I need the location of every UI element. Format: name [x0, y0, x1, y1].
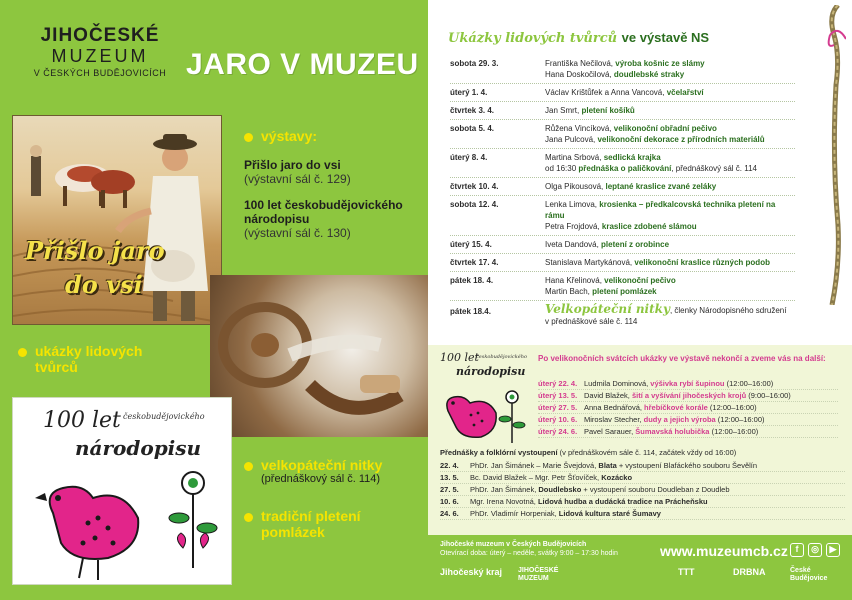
event-topic: včelařství: [666, 88, 704, 97]
lecture-topic: Lidová hudba a dudácká tradice na Prácheňsku: [537, 497, 708, 506]
event-topic: doudlebské straky: [613, 70, 685, 79]
lecture-date: 13. 5.: [440, 473, 459, 482]
after-date: úterý 22. 4.: [538, 379, 578, 388]
sponsor-ceske-budejovice[interactable]: České Budějovice: [790, 567, 828, 582]
event-topic: sedlická krajka: [603, 153, 661, 162]
event-topic: velikonoční kraslice různých podob: [634, 258, 770, 267]
right-heading-rest: ve výstavě NS: [621, 30, 710, 45]
lecture-speaker: PhDr. Vladimír Horpeniak,: [470, 509, 559, 518]
event-date: pátek 18. 4.: [450, 276, 494, 285]
card-100-let: 100 let: [43, 408, 121, 433]
event-person: Olga Pikousová,: [545, 182, 606, 191]
after-row[interactable]: [538, 402, 838, 414]
after-person: Anna Bednářová,: [584, 403, 645, 412]
event-row[interactable]: [450, 196, 795, 236]
sponsor-museum-logo[interactable]: JIHOČESKÉ MUZEUM: [518, 567, 559, 582]
lecture-topic: Kozácko: [601, 473, 633, 482]
exhibition-title: 100 let českobudějovického: [244, 198, 403, 212]
after-row[interactable]: [538, 426, 838, 438]
website-link[interactable]: www.muzeumcb.cz: [660, 543, 788, 559]
after-date: úterý 27. 5.: [538, 403, 578, 412]
demos-label-2: tvůrců: [35, 359, 78, 375]
exhibitions-section: [244, 128, 424, 240]
event-person: Petra Frojdová,: [545, 222, 602, 231]
event-time: od 16:30: [545, 164, 579, 173]
logo-line2: MUZEUM: [51, 46, 149, 66]
event-topic: velikonoční obřadní pečivo: [613, 124, 717, 133]
sponsor-ttt[interactable]: TTT: [678, 567, 695, 577]
after-person: David Blažek,: [584, 391, 632, 400]
after-person: Pavel Sarauer,: [584, 427, 636, 436]
exhibition-title: Přišlo jaro do vsi: [244, 158, 341, 172]
event-row[interactable]: [450, 120, 795, 149]
event-row[interactable]: [450, 272, 795, 301]
event-date: čtvrtek 17. 4.: [450, 258, 499, 267]
lower-section: [428, 345, 852, 535]
sponsor-jihocesky-kraj[interactable]: Jihočeský kraj: [440, 567, 503, 577]
event-topic: pletení pomlázek: [592, 287, 657, 296]
painting-caption-line1: Přišlo jaro: [25, 236, 165, 265]
facebook-icon[interactable]: f: [790, 543, 804, 557]
after-row[interactable]: [538, 414, 838, 426]
event-row[interactable]: [450, 102, 795, 120]
lecture-row[interactable]: [440, 496, 845, 508]
card-small-text: českobudějovického: [123, 412, 205, 421]
bullet-dot: [244, 462, 253, 471]
event-row[interactable]: [450, 149, 795, 178]
after-person: Ludmila Dominová,: [584, 379, 651, 388]
after-time: (12:00–16:00): [707, 403, 757, 412]
after-topic: dudy a jejich výroba: [643, 415, 716, 424]
event-person: Lenka Limova,: [545, 200, 600, 209]
after-time: (12:00–16:00): [724, 379, 774, 388]
folk-bird-icon: [13, 398, 232, 585]
event-topic: velikonoční dekorace z přírodních materiálů: [597, 135, 765, 144]
card-narodopisu: národopisu: [75, 436, 202, 460]
event-topic: pletení košíků: [581, 106, 635, 115]
event-person: Hana Doskočilová,: [545, 70, 614, 79]
after-topic: Šumavská holubička: [635, 427, 710, 436]
after-easter-text: Po velikonočních svátcích ukázky ve výstavě nekončí a zveme vás na další:: [538, 354, 826, 363]
pleteni-bullet: [244, 508, 424, 540]
lectures-heading-rest: (v přednáškovém sále č. 114, začátek vždy od 16:00): [557, 448, 737, 457]
nitky-room: (přednáškový sál č. 114): [261, 473, 381, 485]
pleteni-label-2: pomlázek: [261, 524, 325, 540]
event-date: sobota 5. 4.: [450, 124, 495, 133]
event-row-special[interactable]: [450, 301, 795, 330]
lecture-speaker: PhDr. Jan Šimánek,: [470, 485, 539, 494]
lecture-speaker: PhDr. Jan Šimánek – Marie Švejdová,: [470, 461, 599, 470]
painting-caption-line2: do vsi: [65, 270, 143, 299]
lecture-topic: Doudlebsko: [538, 485, 582, 494]
lower-narodopisu: národopisu: [456, 365, 526, 378]
lectures-heading-bold: Přednášky a folklórní vystoupení: [440, 448, 558, 457]
lecture-row[interactable]: [440, 484, 845, 496]
event-person: Hana Křelinová,: [545, 276, 605, 285]
pomlazka-whip-icon: [826, 5, 846, 305]
lecture-speaker: Mgr. Irena Novotná,: [470, 497, 538, 506]
event-date: úterý 15. 4.: [450, 240, 492, 249]
event-person: Václav Krištůfek a Anna Vancová,: [545, 88, 667, 97]
exhibition-room: (výstavní sál č. 129): [244, 172, 351, 186]
event-row[interactable]: [450, 55, 795, 84]
event-date: pátek 18.4.: [450, 307, 491, 316]
100-years-card: [12, 397, 232, 585]
bullet-dot: [244, 133, 253, 142]
special-rest: , členky Národopisného sdružení: [669, 306, 787, 315]
after-person: Miroslav Stecher,: [584, 415, 644, 424]
event-row[interactable]: [450, 254, 795, 272]
sponsor-drbna[interactable]: DRBNA: [733, 567, 766, 577]
footer-opening-hours: Otevírací doba: úterý – neděle, svátky 9:00 – 17:30 hodin: [440, 550, 618, 557]
spinning-wheel-photo: [210, 275, 428, 437]
painting-caption: [25, 234, 165, 302]
lower-small-text: českobudějovického: [476, 354, 527, 360]
right-heading-italic: Ukázky lidových tvůrců: [448, 31, 618, 46]
event-date: sobota 29. 3.: [450, 59, 499, 68]
lecture-date: 27. 5.: [440, 485, 459, 494]
after-time: (12:00–16:00): [709, 427, 759, 436]
youtube-icon[interactable]: ▶: [826, 543, 840, 557]
after-topic: šití a vyšívání jihočeských krojů: [631, 391, 747, 400]
event-topic: přednáška o paličkování: [578, 164, 672, 173]
instagram-icon[interactable]: ◎: [808, 543, 822, 557]
lecture-date: 24. 6.: [440, 509, 459, 518]
nitky-title: velkopáteční nitky: [261, 457, 383, 473]
footer-museum-name: Jihočeské muzeum v Českých Budějovicích: [440, 541, 587, 548]
event-date: úterý 8. 4.: [450, 153, 488, 162]
spinning-wheel-art: [210, 275, 428, 437]
event-row[interactable]: [450, 236, 795, 254]
event-topic: leptané kraslice zvané zeláky: [605, 182, 717, 191]
exhibition-item[interactable]: [244, 158, 424, 186]
event-row[interactable]: [450, 178, 795, 196]
lecture-extra: + vystoupení souboru Doudleban z Doudleb: [581, 485, 730, 494]
event-date: úterý 1. 4.: [450, 88, 488, 97]
special-title: Velkopáteční nitky: [545, 302, 670, 316]
bullet-dot: [244, 513, 253, 522]
after-row[interactable]: [538, 390, 838, 402]
event-date: čtvrtek 10. 4.: [450, 182, 499, 191]
event-person: Růžena Vincíková,: [545, 124, 614, 133]
exhibition-item[interactable]: [244, 198, 424, 240]
event-person: Františka Nečilová,: [545, 59, 616, 68]
event-person: Jana Pulcová,: [545, 135, 598, 144]
event-topic: pletení z orobince: [601, 240, 670, 249]
bullet-dot: [18, 348, 27, 357]
event-person: Martin Bach,: [545, 287, 593, 296]
event-room: , přednáškový sál č. 114: [671, 164, 757, 173]
event-topic: kraslice zdobené slámou: [601, 222, 697, 231]
right-panel: [428, 0, 852, 600]
event-topic: velikonoční pečivo: [604, 276, 676, 285]
right-heading: [448, 30, 709, 46]
events-list: [450, 55, 795, 330]
after-date: úterý 10. 6.: [538, 415, 578, 424]
lectures-heading: [440, 448, 736, 457]
footer: [428, 535, 852, 600]
lecture-topic: Lidová kultura staré Šumavy: [558, 509, 661, 518]
event-person: Jan Smrt,: [545, 106, 582, 115]
lecture-row[interactable]: [440, 508, 845, 520]
exhibition-room: (výstavní sál č. 130): [244, 226, 351, 240]
event-topic: výroba košnic ze slámy: [615, 59, 705, 68]
event-date: čtvrtek 3. 4.: [450, 106, 495, 115]
museum-logo[interactable]: [30, 26, 170, 78]
exhibitions-heading: výstavy:: [261, 128, 318, 144]
special-room: v přednáškové sále č. 114: [545, 317, 638, 326]
lecture-row[interactable]: [440, 472, 845, 484]
lecture-topic: Blata: [598, 461, 617, 470]
logo-line1: JIHOČESKÉ: [40, 25, 160, 46]
after-time: (12:00–16:00): [715, 415, 765, 424]
exhibition-title-2: národopisu: [244, 212, 310, 226]
after-time: (9:00–16:00): [746, 391, 791, 400]
lower-100-let: 100 let: [440, 351, 479, 364]
lecture-extra: + vystoupení Blafáckého souboru Ševělín: [616, 461, 758, 470]
after-date: úterý 13. 5.: [538, 391, 578, 400]
event-date: sobota 12. 4.: [450, 200, 499, 209]
event-person: Iveta Dandová,: [545, 240, 602, 249]
demos-bullet: [18, 343, 208, 375]
after-topic: hřebíčkové korále: [644, 403, 708, 412]
event-row[interactable]: [450, 84, 795, 102]
lecture-speaker: Bc. David Blažek – Mgr. Petr Šťovíček,: [470, 473, 602, 482]
after-easter-list: [538, 378, 838, 438]
after-row[interactable]: [538, 378, 838, 390]
painting-image: [12, 115, 222, 325]
lectures-list: [440, 460, 845, 520]
event-person: Martina Srbová,: [545, 153, 604, 162]
event-topic: krosienka – předkalcovská technika pletení na rámu: [545, 200, 776, 220]
event-person: Stanislava Martykánová,: [545, 258, 635, 267]
nitky-bullet: [244, 457, 424, 485]
page-title: JARO V MUZEU: [186, 48, 419, 81]
lecture-row[interactable]: [440, 460, 845, 472]
demos-label-1: ukázky lidových: [35, 343, 143, 359]
after-topic: výšivka rybí šupinou: [650, 379, 725, 388]
lecture-date: 10. 6.: [440, 497, 459, 506]
small-folk-bird-icon: [436, 353, 526, 448]
after-date: úterý 24. 6.: [538, 427, 578, 436]
pleteni-label-1: tradiční pletení: [261, 508, 361, 524]
lecture-date: 22. 4.: [440, 461, 459, 470]
logo-line3: V ČESKÝCH BUDĚJOVICÍCH: [33, 68, 167, 78]
